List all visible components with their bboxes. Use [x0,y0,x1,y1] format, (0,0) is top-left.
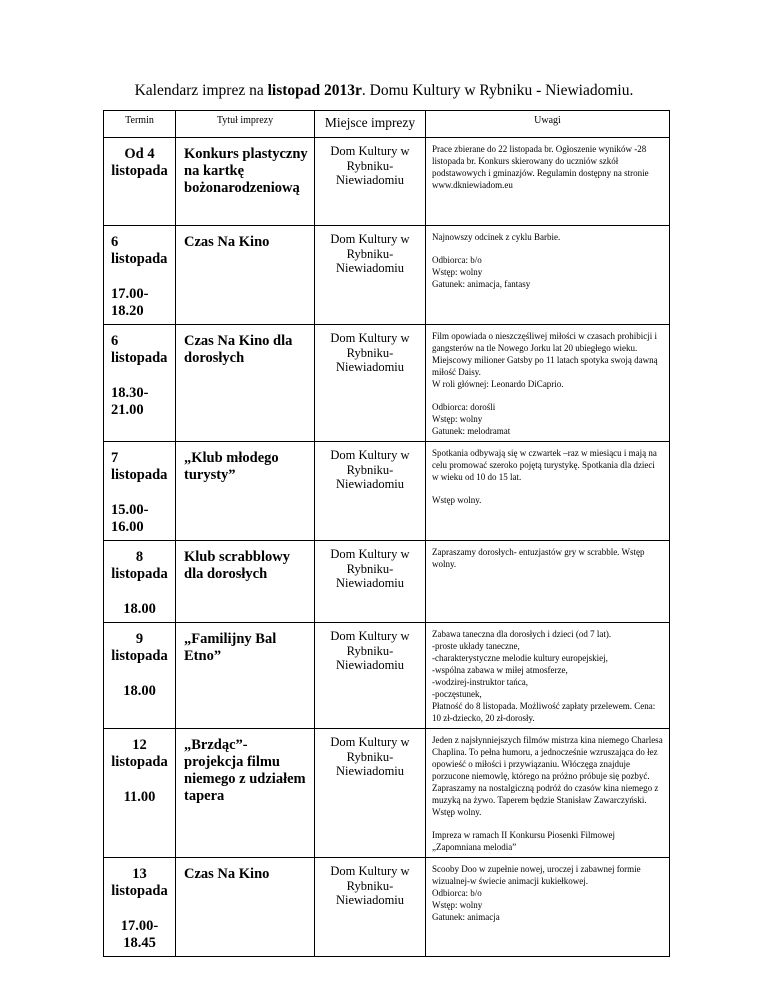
event-notes-extra: Odbiorca: dorośli Wstęp: wolny Gatunek: melodramat [432,402,511,436]
event-notes [426,729,670,858]
event-notes-main: Prace zbierane do 22 listopada br. Ogłoszenie wyników -28 listopada br. Konkurs skierowany do uczniów szkół podstawowych i gminazjów. Regulamin dostępny na stronie www.dkniewiadom.eu [432,144,649,190]
event-notes [426,226,670,325]
event-title: „Familijny Bal Etno” [176,623,315,729]
table-row [104,729,670,858]
event-place: Dom Kultury w Rybniku-Niewiadomiu [315,541,426,623]
event-date-cell [104,623,176,729]
table-row [104,138,670,226]
event-title: Czas Na Kino [176,858,315,957]
event-title: Konkurs plastyczny na kartkę bożonarodzeniową [176,138,315,226]
event-notes-main: Scooby Doo w zupełnie nowej, uroczej i zabawnej formie wizualnej-w świecie animacji kukiełkowej. Odbiorca: b/o Wstęp: wolny Gatunek: animacja [432,864,641,922]
event-date: 8 listopada [111,549,168,582]
event-date: 6 listopada [111,333,168,366]
event-time: 18.00 [123,601,156,617]
event-time: 15.00-16.00 [111,502,149,535]
event-notes [426,541,670,623]
event-date: Od 4 listopada [111,146,168,179]
event-date-cell [104,226,176,325]
event-date: 13 listopada [111,866,168,899]
table-row [104,541,670,623]
event-date-cell [104,541,176,623]
title-month: listopad 2013r [267,82,362,99]
column-header-miejsce: Miejsce imprezy [315,111,426,138]
events-table [103,110,670,957]
event-date: 6 listopada [111,234,168,267]
event-date: 9 listopada [111,631,168,664]
event-date: 12 listopada [111,737,168,770]
event-place: Dom Kultury w Rybniku-Niewiadomiu [315,226,426,325]
column-header-tytul: Tytuł imprezy [176,111,315,138]
event-notes-main: Zapraszamy dorosłych- entuzjastów gry w scrabble. Wstęp wolny. [432,547,645,569]
event-notes-main: Zabawa taneczna dla dorosłych i dzieci (od 7 lat). -proste układy taneczne, -charakterystyczne melodie kultury europejskiej, -wspólna zabawa w miłej atmosferze, -wodzirej-instruktor tańca, -poczęstunek, Płatność do 8 listopada. Możliwość zapłaty przelewem. Cena: 10 zł-dziecko, 20 zł-dorosły. [432,629,656,723]
event-notes-extra: Odbiorca: b/o Wstęp: wolny Gatunek: animacja, fantasy [432,255,531,289]
event-date-cell [104,138,176,226]
event-place: Dom Kultury w Rybniku-Niewiadomiu [315,858,426,957]
event-notes-extra: Impreza w ramach II Konkursu Piosenki Filmowej „Zapomniana melodia” [432,830,615,852]
event-place: Dom Kultury w Rybniku-Niewiadomiu [315,623,426,729]
table-row [104,442,670,541]
table-row [104,858,670,957]
page-title [0,82,768,100]
event-date-cell [104,858,176,957]
event-notes [426,858,670,957]
event-title: Klub scrabblowy dla dorosłych [176,541,315,623]
column-header-termin: Termin [104,111,176,138]
event-time: 17.00-18.20 [111,286,149,319]
event-notes-main: Jeden z najsłynniejszych filmów mistrza kina niemego Charlesa Chaplina. To pełna humoru, a jednocześnie wzruszająca do łez opowieść o miłości i przywiązaniu. Włóczęga znajduje porzucone niemowlę, którego na próżno próbuje się pozbyć. Zapraszamy na nostalgiczną podróż do czasów kina niemego z muzyką na żywo. Taperem będzie Stanisław Zawarczyński. Wstęp wolny. [432,735,663,817]
table-header-row [104,111,670,138]
event-notes [426,442,670,541]
event-title: „Brzdąc”- projekcja filmu niemego z udziałem tapera [176,729,315,858]
event-date-cell [104,325,176,442]
event-place: Dom Kultury w Rybniku-Niewiadomiu [315,442,426,541]
table-row [104,623,670,729]
event-title: Czas Na Kino [176,226,315,325]
event-date-cell [104,442,176,541]
event-time: 18.00 [123,683,156,699]
event-time: 17.00-18.45 [120,918,159,951]
event-notes [426,138,670,226]
title-text: Kalendarz imprez na [134,82,268,99]
table-row [104,325,670,442]
event-time: 18.30-21.00 [111,385,149,418]
title-text-end: . Domu Kultury w Rybniku - Niewiadomiu. [361,82,634,99]
event-date: 7 listopada [111,450,168,483]
event-time: 11.00 [123,789,156,805]
event-notes [426,623,670,729]
event-title: Czas Na Kino dla dorosłych [176,325,315,442]
event-date-cell [104,729,176,858]
column-header-uwagi: Uwagi [426,111,670,138]
event-notes-main: Film opowiada o nieszczęśliwej miłości w czasach prohibicji i gangsterów na tle Nowego Jorku lat 20 ubiegłego wieku. Miejscowy milioner Gatsby po 11 latach spotyka swoją dawną miłość Daisy. W roli głównej: Leonardo DiCaprio. [432,331,658,389]
event-notes-extra: Wstęp wolny. [432,495,482,505]
event-notes [426,325,670,442]
table-row [104,226,670,325]
event-place: Dom Kultury w Rybniku-Niewiadomiu [315,138,426,226]
event-place: Dom Kultury w Rybniku-Niewiadomiu [315,325,426,442]
event-place: Dom Kultury w Rybniku-Niewiadomiu [315,729,426,858]
event-notes-main: Spotkania odbywają się w czwartek –raz w miesiącu i mają na celu promować szeroko pojętą turystykę. Spotkania dla dzieci w wieku od 10 do 15 lat. [432,448,657,482]
event-title: „Klub młodego turysty” [176,442,315,541]
event-notes-main: Najnowszy odcinek z cyklu Barbie. [432,232,561,242]
